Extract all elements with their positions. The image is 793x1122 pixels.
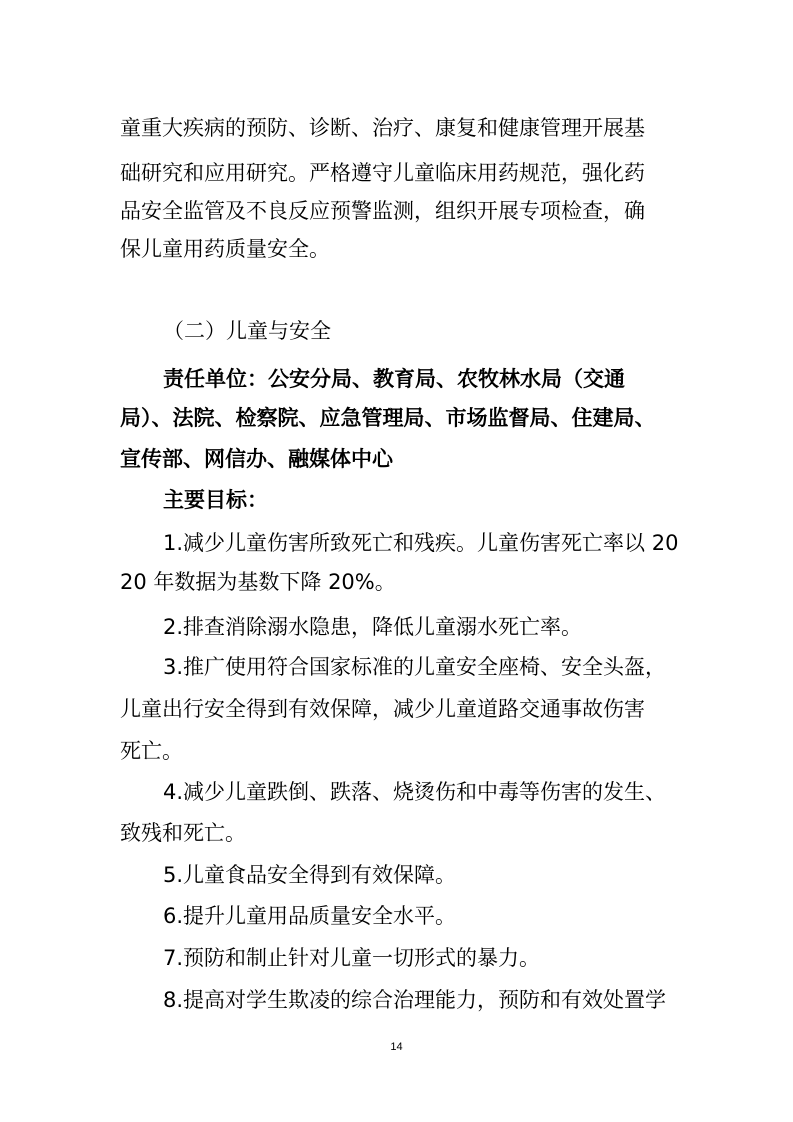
goal-line: 4.减少儿童跌倒、跌落、烧烫伤和中毒等伤害的发生、 — [163, 780, 667, 804]
intro-line-2: 础研究和应用研究。严格遵守儿童临床用药规范，强化药 — [120, 161, 645, 185]
goals-label: 主要目标： — [163, 488, 268, 512]
responsible-units-line-1: 责任单位：公安分局、教育局、农牧林水局（交通 — [163, 367, 625, 391]
responsible-units-line-2: 局）、法院、检察院、应急管理局、市场监督局、住建局、 — [120, 406, 656, 430]
goal-line: 3.推广使用符合国家标准的儿童安全座椅、安全头盔， — [163, 655, 667, 679]
goal-line: 6.提升儿童用品质量安全水平。 — [163, 904, 457, 928]
goal-line: 8.提高对学生欺凌的综合治理能力，预防和有效处置学 — [163, 988, 667, 1012]
goal-line: 儿童出行安全得到有效保障，减少儿童道路交通事故伤害 — [120, 697, 645, 721]
goal-line: 5.儿童食品安全得到有效保障。 — [163, 863, 457, 887]
goal-line: 死亡。 — [120, 739, 183, 763]
intro-line-4: 保儿童用药质量安全。 — [120, 237, 330, 261]
goal-line: 1.减少儿童伤害所致死亡和残疾。儿童伤害死亡率以 20 — [163, 531, 679, 555]
goal-line: 致残和死亡。 — [120, 821, 246, 845]
goal-line: 20 年数据为基数下降 20%。 — [120, 570, 396, 594]
section-heading: （二）儿童与安全 — [163, 319, 331, 343]
intro-line-3: 品安全监管及不良反应预警监测，组织开展专项检查，确 — [120, 199, 645, 223]
page-number: 14 — [390, 1041, 403, 1053]
responsible-units-line-3: 宣传部、网信办、融媒体中心 — [120, 447, 393, 471]
goal-line: 7.预防和制止针对儿童一切形式的暴力。 — [163, 946, 541, 970]
goal-line: 2.排查消除溺水隐患，降低儿童溺水死亡率。 — [163, 615, 583, 639]
intro-line-1: 童重大疾病的预防、诊断、治疗、康复和健康管理开展基 — [120, 116, 645, 140]
